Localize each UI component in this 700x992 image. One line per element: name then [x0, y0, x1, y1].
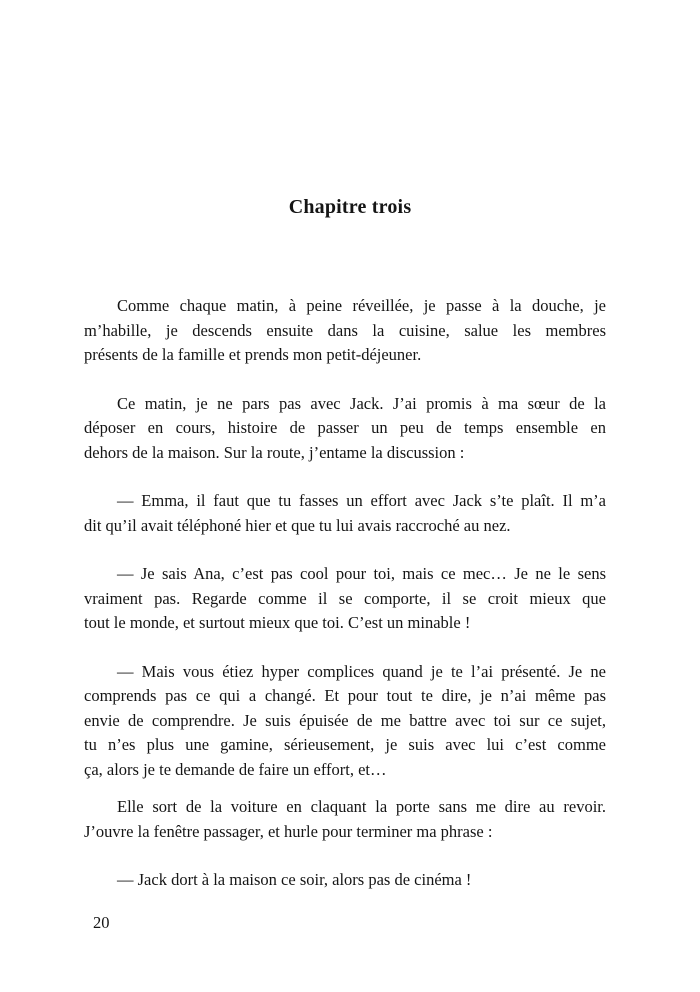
text-line: déposer en cours, histoire de passer un peu de temps ensemble en — [84, 418, 606, 437]
text-line: dehors de la maison. Sur la route, j’entame la discussion : — [84, 442, 465, 462]
text-line: Comme chaque matin, à peine réveillée, je passe à la douche, je — [117, 296, 606, 315]
chapter-title: Chapitre trois — [288, 196, 412, 218]
text-line: — Mais vous étiez hyper complices quand je te l’ai présenté. Je ne — [117, 661, 606, 681]
text-line: — Je sais Ana, c’est pas cool pour toi, mais ce mec… Je ne le sens — [117, 564, 606, 583]
text-line: présents de la famille et prends mon petit-déjeuner. — [84, 345, 422, 364]
paragraph — [84, 660, 606, 783]
text-line: comprends pas ce qui a changé. Et pour tout te dire, je n’ai même pas — [84, 686, 606, 705]
text-line: — Emma, il faut que tu fasses un effort avec Jack s’te plaît. Il m’a — [117, 491, 606, 510]
paragraph — [84, 294, 606, 368]
text-line: m’habille, je descends ensuite dans la cuisine, salue les membres — [84, 320, 606, 340]
text-line: J’ouvre la fenêtre passager, et hurle pour terminer ma phrase : — [84, 821, 493, 841]
paragraph — [84, 392, 606, 466]
text-line: tout le monde, et surtout mieux que toi. C’est un minable ! — [84, 613, 471, 632]
paragraph — [84, 489, 606, 538]
paragraph — [84, 868, 606, 893]
text-line: dit qu’il avait téléphoné hier et que tu lui avais raccroché au nez. — [84, 515, 511, 535]
text-line: Elle sort de la voiture en claquant la porte sans me dire au revoir. — [117, 797, 606, 816]
paragraph — [84, 562, 606, 636]
page-text — [84, 294, 606, 893]
paragraph — [84, 795, 606, 844]
text-line: vraiment pas. Regarde comme il se comporte, il se croit mieux que — [84, 588, 606, 608]
text-line: ça, alors je te demande de faire un effort, et… — [84, 759, 387, 779]
text-line: — Jack dort à la maison ce soir, alors pas de cinéma ! — [117, 870, 472, 889]
text-line: Ce matin, je ne pars pas avec Jack. J’ai promis à ma sœur de la — [117, 393, 606, 413]
text-line: envie de comprendre. Je suis épuisée de me battre avec toi sur ce sujet, — [84, 710, 606, 730]
text-line: tu n’es plus une gamine, sérieusement, je suis avec lui c’est comme — [84, 735, 606, 754]
page-number: 20 — [93, 913, 110, 932]
